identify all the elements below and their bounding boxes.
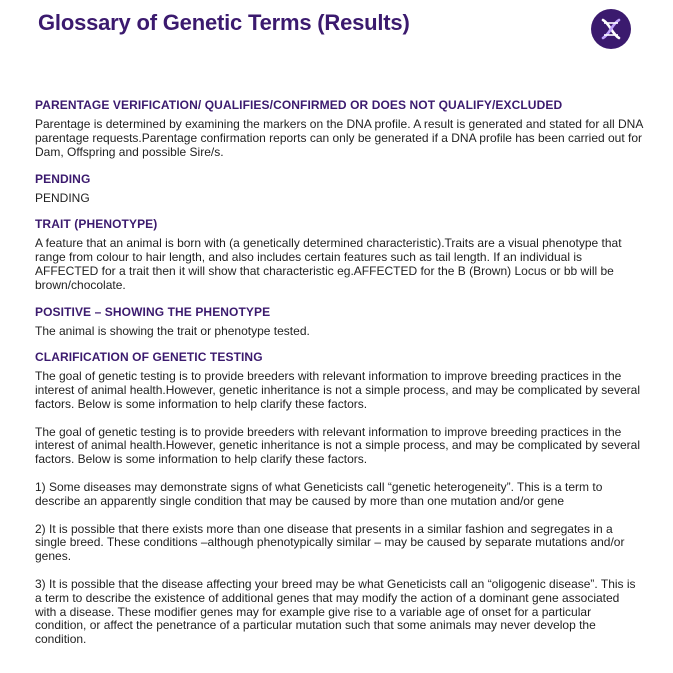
section-heading-clarification: CLARIFICATION OF GENETIC TESTING xyxy=(35,350,263,365)
dna-helix-icon xyxy=(590,8,632,50)
glossary-content xyxy=(35,98,643,661)
clarification-paragraph: The goal of genetic testing is to provide breeders with relevant information to improve breeding practices in the interest of animal health.However, genetic inheritance is not a simple process, and may be complicated by several factors. Below is some information to help clarify these factors. xyxy=(35,424,640,467)
clarification-paragraph: 1) Some diseases may demonstrate signs of what Geneticists call “genetic heterogeneity”. This is a term to describe an apparently single condition that may be caused by more than one mutation and/or gene xyxy=(35,479,603,508)
section-text-positive: The animal is showing the trait or phenotype tested. xyxy=(35,324,310,339)
clarification-paragraph: 3) It is possible that the disease affecting your breed may be what Geneticists call an “oligogenic disease”. This is a term to describe the existence of additional genes that may modify the action of a dominant gene associated with a disease. These modifier genes may for example give rise to a variable age of onset for a particular condition, or affect the penetrance of a particular mutation such that some animals may never develop the condition. xyxy=(35,576,636,647)
section-text-pending: PENDING xyxy=(35,191,90,206)
section-heading-parentage: PARENTAGE VERIFICATION/ QUALIFIES/CONFIRMED OR DOES NOT QUALIFY/EXCLUDED xyxy=(35,98,563,112)
section-text-parentage: Parentage is determined by examining the markers on the DNA profile. A result is generated and stated for all DNA parentage requests.Parentage confirmation reports can only be generated if a DNA profile has been carried out for Dam, Offspring and possible Sire/s. xyxy=(35,117,643,159)
section-heading-pending: PENDING xyxy=(35,172,91,187)
section-text-trait: A feature that an animal is born with (a genetically determined characteristic).Traits are a visual phenotype that range from colour to hair length, and also includes certain features such as tail length. If an individual is AFFECTED for a trait then it will show that characteristic eg.AFFECTED for the B (Brown) Locus or bb will be brown/chocolate. xyxy=(35,236,622,292)
page-title: Glossary of Genetic Terms (Results) xyxy=(38,10,410,35)
section-heading-trait: TRAIT (PHENOTYPE) xyxy=(35,217,158,232)
section-heading-positive: POSITIVE – SHOWING THE PHENOTYPE xyxy=(35,305,271,320)
clarification-paragraph: The goal of genetic testing is to provide breeders with relevant information to improve breeding practices in the interest of animal health.However, genetic inheritance is not a simple process, and may be complicated by several factors. Below is some information to help clarify these factors. xyxy=(35,369,640,411)
clarification-paragraph: 2) It is possible that there exists more than one disease that presents in a similar fashion and segregates in a single breed. These conditions –although phenotypically similar – may be caused by separate mutations and/or genes. xyxy=(35,521,625,564)
